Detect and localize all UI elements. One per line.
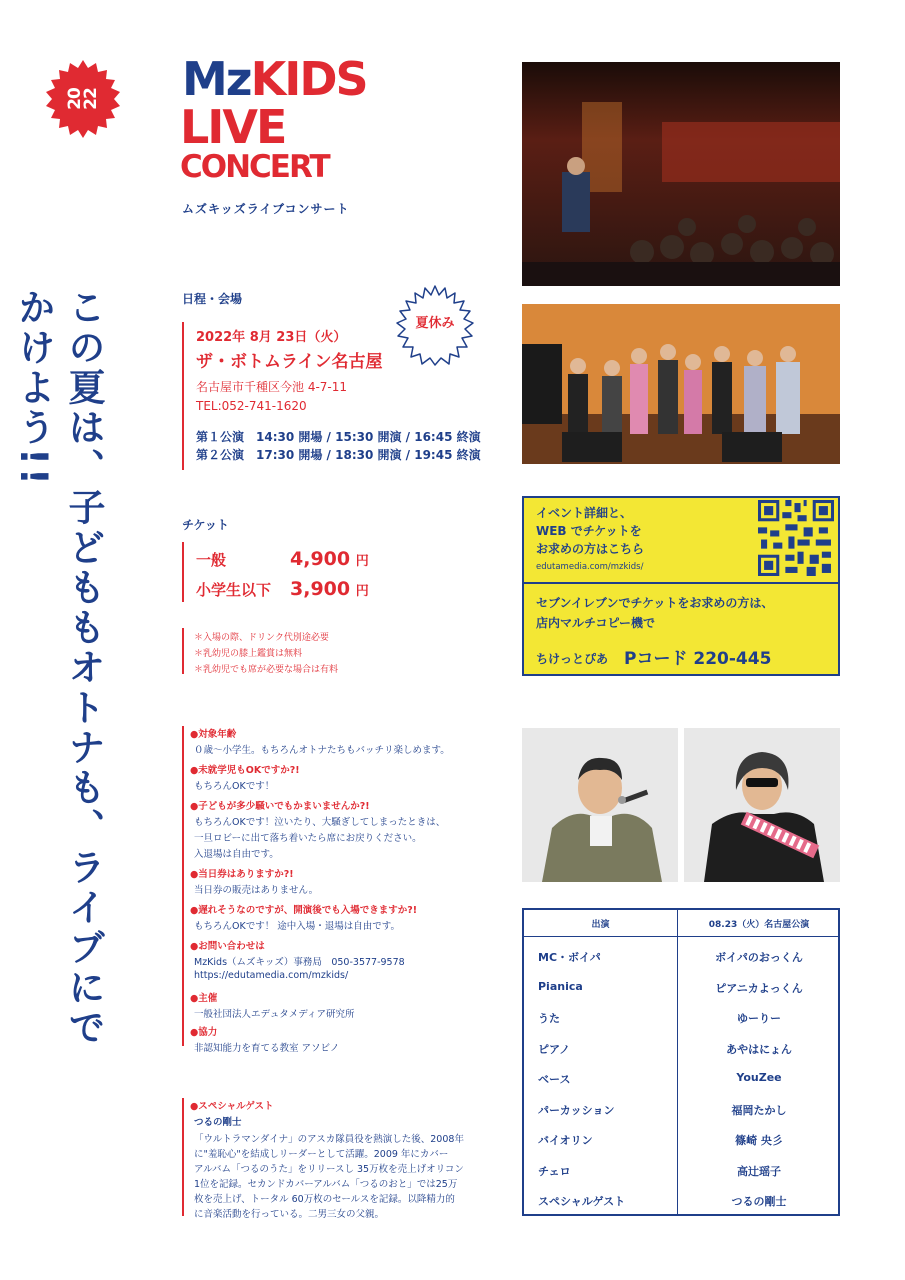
faq-block — [182, 726, 184, 1046]
guest-bio-line: に音楽活動を行っている。二男三女の父親。 — [194, 1209, 385, 1220]
cast-header-rule — [524, 936, 838, 937]
pianica-player-photo — [684, 728, 840, 882]
ticket-label: チケット — [182, 518, 229, 532]
ticket-block — [182, 542, 184, 602]
cast-performer: つるの剛士 — [731, 1195, 787, 1208]
title-line-1 — [182, 52, 367, 106]
faq-question: ●遅れそうなのですが、開演後でも入場できますか?! — [190, 905, 418, 916]
cast-row — [524, 1036, 838, 1066]
cast-role: チェロ — [538, 1164, 571, 1178]
seven-eleven-line-2: 店内マルチコピー機で — [536, 616, 656, 630]
cast-row — [524, 1127, 838, 1157]
cast-role: バイオリン — [538, 1134, 593, 1147]
guest-bio-line: に"羞恥心"を結成しリーダーとして活躍。2009 年にカバー — [194, 1149, 449, 1160]
price-general-value: 4,900 — [290, 548, 351, 570]
schedule-label: 日程・会場 — [182, 292, 243, 306]
cast-performer: 福岡たかし — [731, 1103, 787, 1117]
ticket-note: ＊乳幼児の膝上鑑賞は無料 — [194, 649, 303, 659]
faq-answer: もちろんOKです！泣いたり、大騒ぎしてしまったときは、 — [194, 817, 446, 828]
price-child-label: 小学生以下 — [196, 581, 272, 599]
faq-answer: 入退場は自由です。 — [194, 849, 279, 860]
faq-answer: もちろんOKです！ 途中入場・退場は自由です。 — [194, 921, 400, 932]
faq-question: ●お問い合わせは — [190, 941, 265, 952]
ticket-note: ＊乳幼児でも席が必要な場合は有料 — [194, 665, 339, 675]
performers-stage-photo — [522, 304, 840, 464]
faq-answer: もちろんOKです！ — [194, 781, 275, 792]
guest-bio-line: アルバム「つるのうた」をリリースし 35万枚を売上げオリコン — [194, 1164, 464, 1175]
faq-question: ●子どもが多少騒いでもかまいませんか?! — [190, 801, 370, 812]
title-kids: KIDS — [250, 52, 367, 106]
cast-role: パーカッション — [538, 1103, 615, 1117]
guest-name: つるの剛士 — [194, 1117, 242, 1128]
faq-question: ●当日券はありますか?! — [190, 869, 294, 880]
guest-bio-line: 「ウルトラマンダイナ」のアスカ隊員役を熱演した後、2008年 — [194, 1134, 464, 1145]
vertical-slogan: この夏は、子どももオトナも、ライブにでかけよう!! — [12, 288, 105, 1048]
yen-label: 円 — [355, 554, 369, 569]
guest-block — [182, 1098, 184, 1216]
faq-answer: 非認知能力を育てる教室 アソビノ — [194, 1043, 340, 1054]
cast-table — [522, 908, 840, 1216]
guest-bio-line: 1位を記録。セカンドカバーアルバム「つるのおと」では25万 — [194, 1179, 458, 1190]
title-line-2: LIVE — [180, 100, 286, 154]
cast-row — [524, 1005, 838, 1035]
faq-answer: MzKids（ムズキッズ）事務局 050-3577-9578 — [194, 957, 405, 968]
faq-answer: 一般社団法人エデュタメディア研究所 — [194, 1009, 355, 1020]
web-info-line-2: WEB でチケットを — [536, 524, 642, 538]
concert-hall-photo — [522, 62, 840, 286]
cast-role: Pianica — [538, 979, 583, 993]
cast-row — [524, 1158, 838, 1188]
p-code: Pコード 220-445 — [624, 649, 772, 669]
cast-performer: ゆーりー — [737, 1012, 781, 1025]
event-date: 2022年 8月 23日（火） — [196, 330, 347, 345]
cast-row — [524, 1066, 838, 1096]
show-time-2: 第２公演 17:30 開場 / 18:30 開演 / 19:45 終演 — [196, 448, 481, 462]
guest-bio-line: 枚を売上げ、トータル 60万枚のセールスを記録。以降精力的 — [194, 1194, 455, 1205]
web-info-line-1: イベント詳細と、 — [536, 506, 633, 520]
summer-badge-text: 夏休み — [415, 316, 455, 331]
cast-performer: YouZee — [736, 1071, 782, 1084]
ticket-note: ＊入場の際、ドリンク代別途必要 — [194, 633, 329, 643]
cast-performer: ピアニカよっくん — [715, 981, 803, 995]
title-mz: Mz — [182, 52, 251, 106]
cast-performer: 高辻瑶子 — [737, 1164, 781, 1178]
price-child — [196, 578, 369, 600]
year-bottom: 22 — [81, 88, 101, 110]
cast-row — [524, 1188, 838, 1218]
cast-performer: あやはにょん — [726, 1042, 792, 1056]
cast-row — [524, 944, 838, 974]
faq-answer: ０歳～小学生。もちろんオトナたちもバッチリ楽しめます。 — [194, 745, 450, 756]
year-top: 20 — [65, 88, 85, 110]
price-general-label: 一般 — [196, 551, 227, 569]
faq-answer: 一旦ロビーに出て落ち着いたら席にお戻りください。 — [194, 833, 422, 844]
cast-role: ピアノ — [538, 1042, 571, 1056]
yen-label: 円 — [355, 584, 369, 599]
venue-tel: TEL:052-741-1620 — [196, 399, 307, 413]
ticket-notes-block — [182, 628, 184, 674]
faq-question: ●協力 — [190, 1027, 218, 1038]
cast-role: MC・ボイパ — [538, 951, 601, 964]
cast-performer: 篠崎 央彡 — [735, 1134, 783, 1147]
title-line-3: CONCERT — [180, 149, 329, 185]
cast-row — [524, 1097, 838, 1127]
cast-header-role: 出演 — [591, 920, 610, 930]
faq-answer: 当日券の販売はありません。 — [194, 885, 319, 896]
cast-row — [524, 975, 838, 1005]
guest-label: ●スペシャルゲスト — [190, 1101, 274, 1112]
ticket-box-divider — [522, 582, 840, 584]
faq-question: ●主催 — [190, 993, 218, 1004]
price-general — [196, 548, 369, 570]
pia-label: ちけっとぴあ — [536, 652, 609, 666]
event-url-link[interactable]: edutamedia.com/mzkids/ — [536, 562, 644, 572]
show-time-1: 第１公演 14:30 開場 / 15:30 開演 / 16:45 終演 — [196, 430, 481, 444]
faq-question: ●対象年齢 — [190, 729, 237, 740]
cast-performer: ボイパのおっくん — [715, 951, 803, 964]
contact-url-link[interactable]: https://edutamedia.com/mzkids/ — [194, 970, 349, 981]
cast-role: スペシャルゲスト — [538, 1195, 626, 1208]
cast-role: ベース — [538, 1073, 571, 1086]
faq-question: ●未就学児もOKですか?! — [190, 765, 300, 776]
web-info-line-3: お求めの方はこちら — [536, 542, 645, 556]
price-child-value: 3,900 — [290, 578, 351, 600]
event-venue: ザ・ボトムライン名古屋 — [196, 352, 383, 372]
year-badge-text — [44, 60, 122, 138]
seven-eleven-line-1: セブンイレブンでチケットをお求めの方は、 — [536, 596, 774, 610]
qr-code-icon[interactable] — [758, 500, 834, 576]
page-subtitle: ムズキッズライブコンサート — [182, 202, 350, 216]
cast-role: うた — [538, 1012, 560, 1025]
venue-address: 名古屋市千種区今池 4-7-11 — [196, 380, 348, 394]
cast-header-show: 08.23（火）名古屋公演 — [708, 920, 810, 930]
guest-singer-photo — [522, 728, 678, 882]
